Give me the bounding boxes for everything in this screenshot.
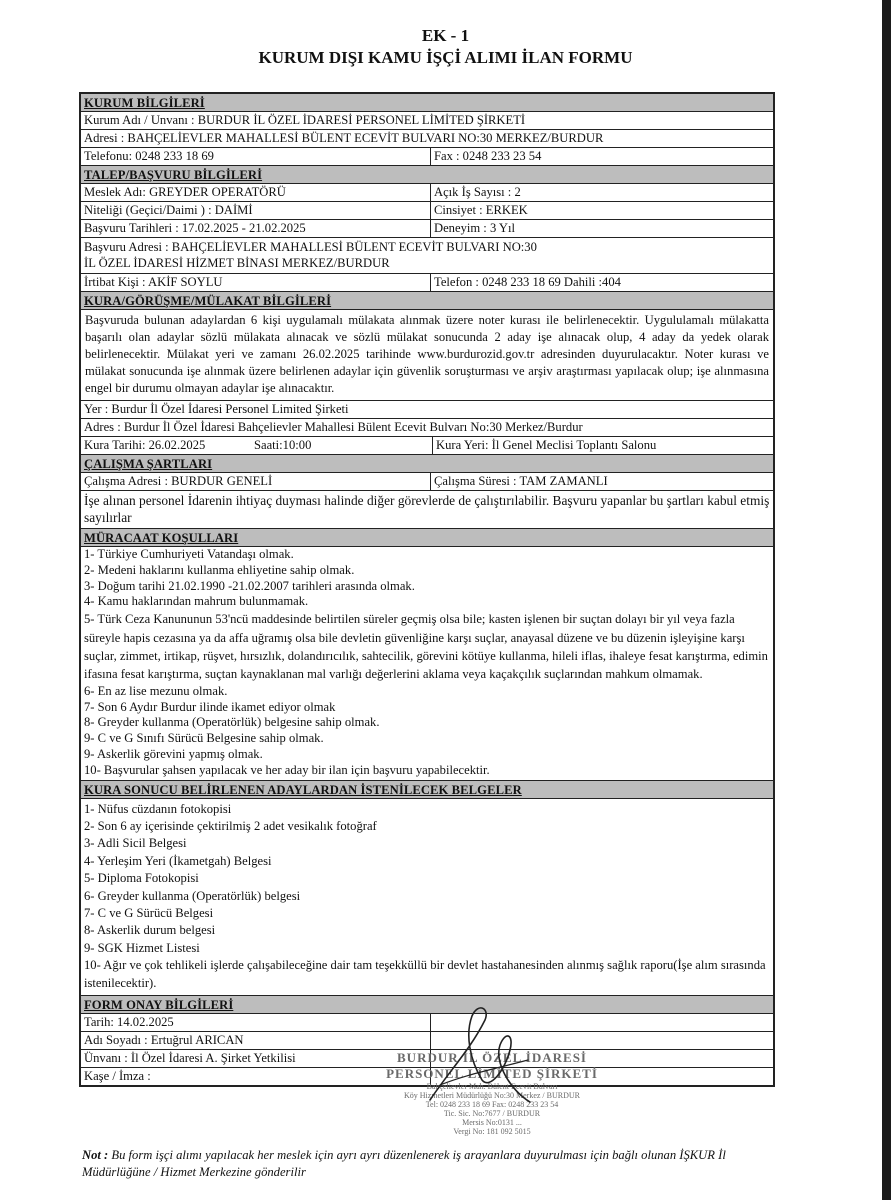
institution-name: Kurum Adı / Unvanı : BURDUR İL ÖZEL İDARESİ PERSONEL LİMİTED ŞİRKETİ <box>84 113 526 127</box>
contact-phone: Telefon : 0248 233 18 69 Dahili :404 <box>434 275 621 289</box>
work-note: İşe alınan personel İdarenin ihtiyaç duyması halinde diğer görevlerde de çalıştırılabilir. Başvuru yapanlar bu şartları kabul etmiş sayılırlar <box>84 493 770 525</box>
condition-item: 3- Doğum tarihi 21.02.1990 -21.02.2007 tarihleri arasında olmak. <box>84 578 415 593</box>
institution-name-row <box>81 112 773 130</box>
footer-note-label: Not : <box>82 1148 109 1162</box>
required-documents-list <box>81 799 773 996</box>
application-address <box>81 238 773 273</box>
application-address-row <box>81 238 773 274</box>
institution-phone: Telefonu: 0248 233 18 69 <box>81 148 431 165</box>
nature-row <box>81 202 773 220</box>
application-address-line1: Başvuru Adresi : BAHÇELİEVLER MAHALLESİ BÜLENT ECEVİT BULVARI NO:30 <box>84 240 537 254</box>
footer-note-text: Bu form işçi alımı yapılacak her meslek için ayrı ayrı düzenlenerek iş arayanlara duyurulması için bağlı olunan İŞKUR İl Müdürlüğüne / Hizmet Merkezine gönderilir <box>82 1148 726 1179</box>
contact-person: İrtibat Kişi : AKİF SOYLU <box>81 274 431 291</box>
institution-fax: Fax : 0248 233 23 54 <box>434 149 542 163</box>
lottery-date: Kura Tarihi: 26.02.2025 <box>84 438 206 452</box>
lottery-venue: Kura Yeri: İl Genel Meclisi Toplantı Salonu <box>436 438 657 452</box>
stamp-line: Tic. Sic. No:7677 / BURDUR <box>443 1109 541 1118</box>
footer-note <box>82 1147 782 1181</box>
section-title-kurum: KURUM BİLGİLERİ <box>81 94 773 112</box>
document-item: 9- SGK Hizmet Listesi <box>84 940 200 955</box>
profession: Meslek Adı: GREYDER OPERATÖRÜ <box>81 184 431 201</box>
stamp-line: Vergi No: 181 092 5015 <box>453 1127 531 1136</box>
work-address: Çalışma Adresi : BURDUR GENELİ <box>81 473 431 490</box>
dates-row <box>81 220 773 238</box>
condition-item: 1- Türkiye Cumhuriyeti Vatandaşı olmak. <box>84 547 294 561</box>
application-conditions-list <box>81 547 773 781</box>
section-title-onay: FORM ONAY BİLGİLERİ <box>81 996 773 1014</box>
condition-item: 10- Başvurular şahsen yapılacak ve her aday bir ilan için başvuru yapabilecektir. <box>84 762 490 777</box>
lottery-time: Saati:10:00 <box>251 437 433 454</box>
stamp-line: BURDUR İL ÖZEL İDARESİ <box>397 1050 587 1065</box>
document-item: 8- Askerlik durum belgesi <box>84 923 216 938</box>
profession-row <box>81 184 773 202</box>
annex-label: EK - 1 <box>421 26 470 45</box>
contact-person-row <box>81 274 773 292</box>
lottery-place: Yer : Burdur İl Özel İdaresi Personel Limited Şirketi <box>84 402 349 416</box>
document-item: 10- Ağır ve çok tehlikeli işlerde çalışabileceğine dair tam teşekküllü bir devlet hastahanesinden alınmış sağlık raporu(İşe alım sırasında istenilecektir). <box>84 958 766 990</box>
document-item: 7- C ve G Sürücü Belgesi <box>84 906 214 921</box>
condition-item: 2- Medeni haklarını kullanma ehliyetine sahip olmak. <box>84 562 355 577</box>
gender: Cinsiyet : ERKEK <box>434 203 528 217</box>
application-dates: Başvuru Tarihleri : 17.02.2025 - 21.02.2025 <box>81 220 431 237</box>
institution-contact-row <box>81 148 773 166</box>
document-item: 2- Son 6 ay içerisinde çektirilmiş 2 adet vesikalık fotoğraf <box>84 819 377 833</box>
document-item: 5- Diploma Fotokopisi <box>84 871 199 886</box>
approver-name: Adı Soyadı : Ertuğrul ARICAN <box>81 1032 431 1049</box>
document-item: 1- Nüfus cüzdanın fotokopisi <box>84 801 232 816</box>
condition-item: 8- Greyder kullanma (Operatörlük) belgesine sahip olmak. <box>84 715 380 730</box>
announcement-form <box>79 92 775 1087</box>
document-item: 3- Adli Sicil Belgesi <box>84 836 187 851</box>
lottery-date-row <box>81 437 773 455</box>
approver-title: Ünvanı : İl Özel İdaresi A. Şirket Yetkilisi <box>81 1050 431 1067</box>
condition-item: 5- Türk Ceza Kanununun 53'ncü maddesinde belirtilen süreler geçmiş olsa bile; kasten işlenen bir suçtan dolayı bir yıl veya fazla süreyle hapis cezasına ya da affa uğramış olsa bile devletin güvenliğine karşı suçlar, anayasal düzene ve bu düzenin işleyişine karşı suçlar, zimmet, irtikap, rüşvet, hırsızlık, dolandırıcılık, sahtecilik, görevini kötüye kullanma, hileli iflas, ihaleye fesat karıştırma, edimin ifasına fesat karıştırma, suçtan kaynaklanan mal varlığı değerlerini aklama veya kaçakçılık suçlarından mahkum olmamak. <box>84 612 768 682</box>
work-conditions-row <box>81 473 773 491</box>
application-address-line2: İL ÖZEL İDARESİ HİZMET BİNASI MERKEZ/BURDUR <box>84 256 390 270</box>
lottery-place-row <box>81 401 773 419</box>
page-edge <box>882 0 891 1200</box>
stamp-line: PERSONEL LİMİTED ŞİRKETİ <box>386 1066 598 1081</box>
lottery-paragraph: Başvuruda bulunan adaylardan 6 kişi uygulamalı mülakata alınmak üzere noter kurası ile belirlenecektir. Uygululamalı mülakatta başarılı olan adaylar sözlü mülakata alınacak ve sözlü mülakat sonucunda 2 aday işe alınacak olup, 4 aday da yedek olarak belirlenecektir. Mülakat yeri ve zamanı 26.02.2025 tarihinde www.burdurozid.gov.tr adresinden duyurulacaktır. Noter kurası ve mülakat sonucunda işe alınmak üzere belirlenen adaylar için güvenlik soruşturması ve arşiv araştırması yapılacak olup; işe alınmasına engel bir durumu olmayan adaylar işe alınacaktır. <box>81 310 773 401</box>
condition-item: 4- Kamu haklarından mahrum bulunmamak. <box>84 594 309 609</box>
stamp-signature-label: Kaşe / İmza : <box>81 1068 431 1085</box>
work-duration: Çalışma Süresi : TAM ZAMANLI <box>434 474 608 488</box>
condition-item: 6- En az lise mezunu olmak. <box>84 683 228 698</box>
condition-item: 7- Son 6 Aydır Burdur ilinde ikamet ediyor olmak <box>84 699 336 714</box>
form-title: KURUM DIŞI KAMU İŞÇİ ALIMI İLAN FORMU <box>258 48 633 67</box>
condition-item: 9- C ve G Sınıfı Sürücü Belgesine sahip olmak. <box>84 731 324 746</box>
signature-row <box>81 1068 773 1086</box>
section-title-calisma: ÇALIŞMA ŞARTLARI <box>81 455 773 473</box>
institution-address: Adresi : BAHÇELİEVLER MAHALLESİ BÜLENT ECEVİT BULVARI NO:30 MERKEZ/BURDUR <box>84 131 604 145</box>
section-title-muracaat: MÜRACAAT KOŞULLARI <box>81 529 773 547</box>
open-jobs: Açık İş Sayısı : 2 <box>434 185 521 199</box>
approval-date: Tarih: 14.02.2025 <box>81 1014 431 1031</box>
document-item: 4- Yerleşim Yeri (İkametgah) Belgesi <box>84 853 272 868</box>
institution-address-row <box>81 130 773 148</box>
stamp-line: Bahçelievler Mah. Bülent Ecevit Bulvarı <box>426 1082 558 1091</box>
stamp-line: Mersis No:0131 ... <box>462 1118 522 1127</box>
condition-item: 9- Askerlik görevini yapmış olmak. <box>84 747 263 761</box>
stamp-line: Köy Hizmetleri Müdürlüğü No:30 Merkez / BURDUR <box>404 1091 580 1100</box>
experience: Deneyim : 3 Yıl <box>434 221 516 235</box>
job-nature: Niteliği (Geçici/Daimi ) : DAİMİ <box>81 202 431 219</box>
lottery-address-row <box>81 419 773 437</box>
stamp-line: Tel: 0248 233 18 69 Fax: 0248 233 23 54 <box>425 1100 559 1109</box>
section-title-belgeler: KURA SONUCU BELİRLENEN ADAYLARDAN İSTENİLECEK BELGELER <box>81 781 773 799</box>
work-note-row <box>81 491 773 529</box>
lottery-address: Adres : Burdur İl Özel İdaresi Bahçelievler Mahallesi Bülent Ecevit Bulvarı No:30 Merkez/Burdur <box>84 420 583 434</box>
approver-title-row <box>81 1050 773 1068</box>
section-title-kura: KURA/GÖRÜŞME/MÜLAKAT BİLGİLERİ <box>81 292 773 310</box>
approval-date-row <box>81 1014 773 1032</box>
document-item: 6- Greyder kullanma (Operatörlük) belgesi <box>84 888 301 903</box>
section-title-talep: TALEP/BAŞVURU BİLGİLERİ <box>81 166 773 184</box>
approver-name-row <box>81 1032 773 1050</box>
